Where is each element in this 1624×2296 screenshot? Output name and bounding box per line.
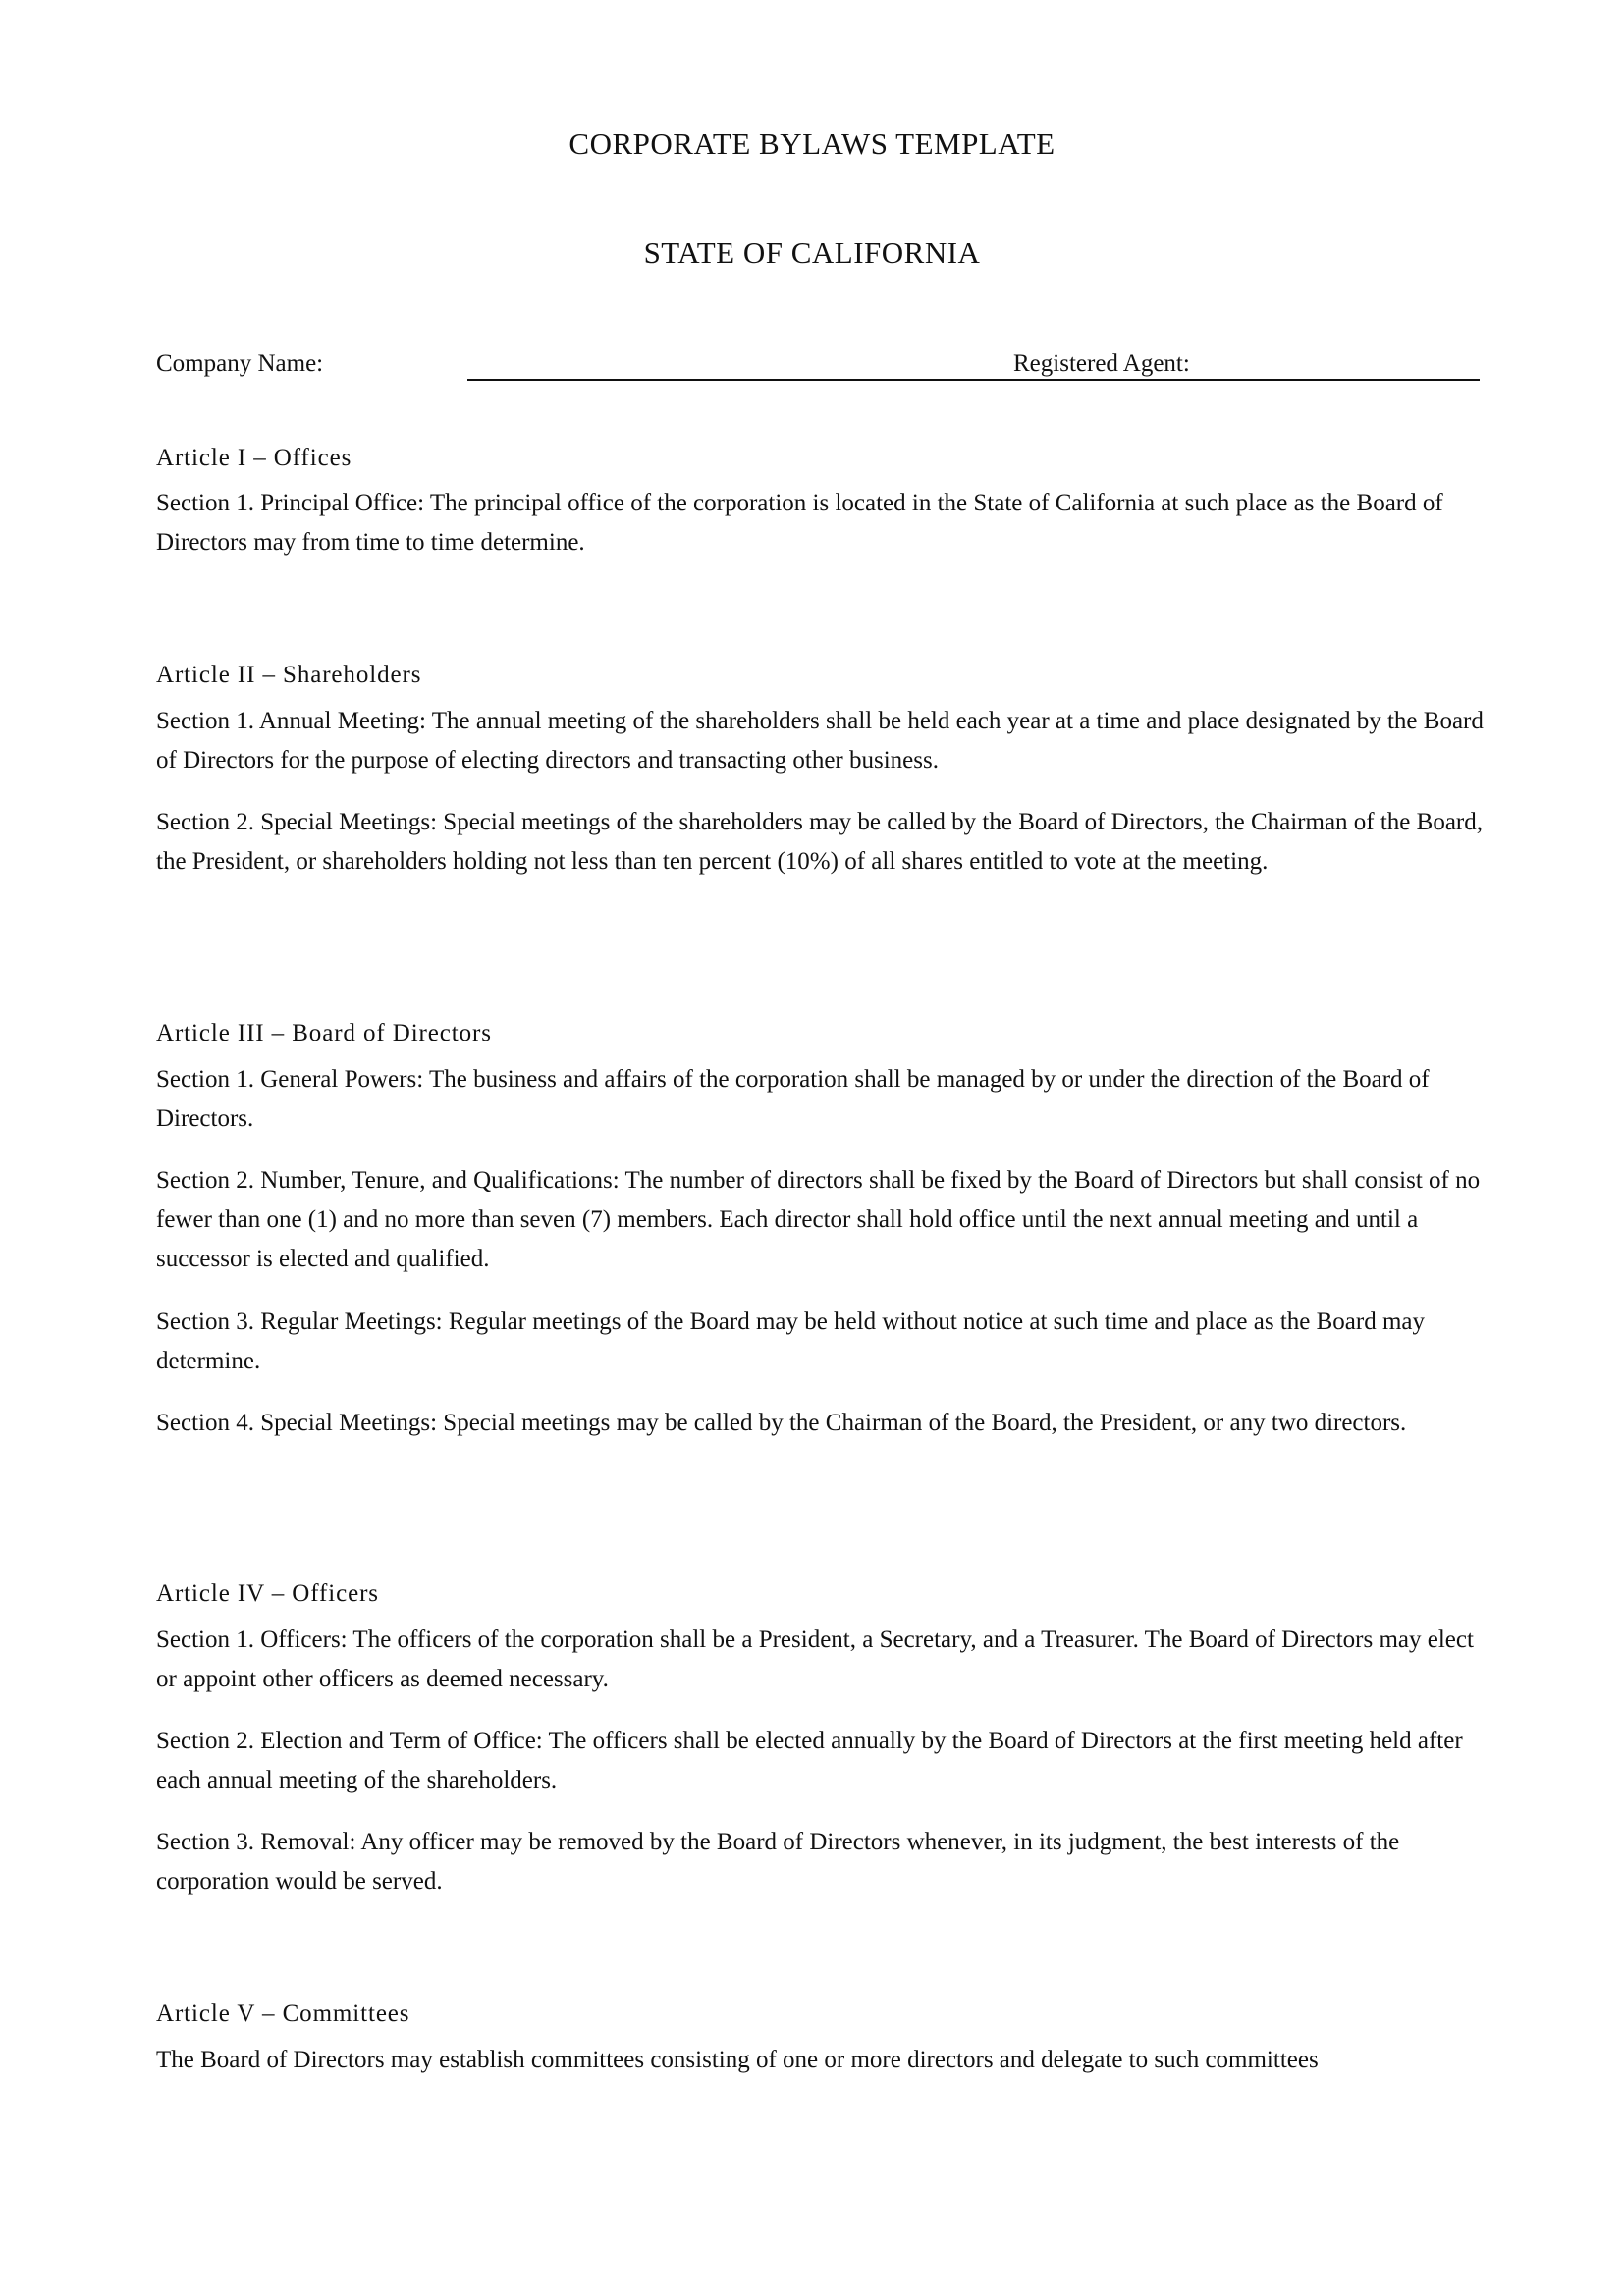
document-subtitle: STATE OF CALIFORNIA [643, 236, 981, 270]
article-section: Section 3. Removal: Any officer may be removed by the Board of Directors whenever, in its judgment, the best interests of the corporation would be served. [156, 1829, 1400, 1895]
article-section: Section 1. General Powers: The business and affairs of the corporation shall be managed by or under the direction of the Board of Directors. [156, 1066, 1430, 1132]
article-section: Section 3. Regular Meetings: Regular meetings of the Board may be held without notice at such time and place as the Board may determine. [156, 1308, 1426, 1374]
article-section: Section 2. Special Meetings: Special meetings of the shareholders may be called by the Board of Directors, the Chairman of the Board, the President, or shareholders holding not less than ten percent (10%) of all shares entitled to vote at the meeting. [156, 809, 1484, 875]
article-section: Section 4. Special Meetings: Special meetings may be called by the Chairman of the Board, the President, or any two directors. [156, 1410, 1407, 1436]
registered-agent-label: Registered Agent: [1013, 350, 1190, 377]
article-heading: Article I – Offices [156, 445, 352, 471]
article-section: The Board of Directors may establish committees consisting of one or more directors and delegate to such committees [156, 2047, 1319, 2073]
article-heading: Article IV – Officers [156, 1580, 379, 1607]
company-name-field[interactable] [467, 379, 1480, 381]
article-section: Section 1. Officers: The officers of the corporation shall be a President, a Secretary, and a Treasurer. The Board of Directors may elect or appoint other officers as deemed necessary. [156, 1627, 1474, 1692]
article-heading: Article V – Committees [156, 2001, 410, 2027]
article-heading: Article II – Shareholders [156, 662, 422, 688]
company-name-label: Company Name: [156, 350, 324, 377]
article-section: Section 1. Annual Meeting: The annual meeting of the shareholders shall be held each year at a time and place designated by the Board of Directors for the purpose of electing directors and transacting other business. [156, 708, 1484, 774]
article-section: Section 2. Number, Tenure, and Qualifications: The number of directors shall be fixed by the Board of Directors but shall consist of no fewer than one (1) and no more than seven (7) members. Each director shall hold office until the next annual meeting and until a successor is elected and qualified. [156, 1167, 1481, 1272]
article-section: Section 1. Principal Office: The principal office of the corporation is located in the State of California at such place as the Board of Directors may from time to time determine. [156, 490, 1443, 556]
article-heading: Article III – Board of Directors [156, 1020, 492, 1046]
document-title: CORPORATE BYLAWS TEMPLATE [568, 127, 1056, 161]
article-section: Section 2. Election and Term of Office: The officers shall be elected annually by the Board of Directors at the first meeting held after each annual meeting of the shareholders. [156, 1728, 1463, 1793]
